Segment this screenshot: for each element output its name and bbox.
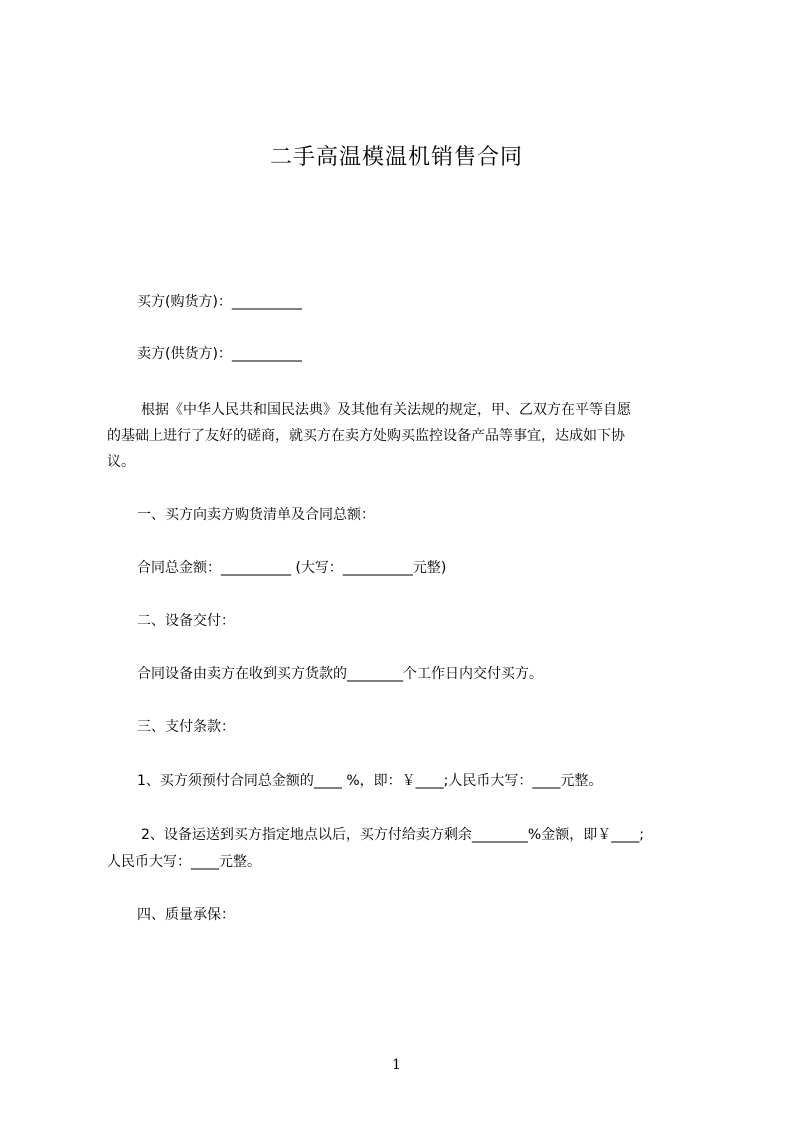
seller-line: 卖方(供货方)：__________ xyxy=(137,346,302,362)
section-2-heading: 二、设备交付： xyxy=(137,613,235,629)
section-3-item-1: 1、买方须预付合同总金额的____ %，即：￥____;人民币大写：____元整。 xyxy=(137,773,603,789)
intro-paragraph-line-3: 议。 xyxy=(107,454,135,470)
document-title: 二手高温模温机销售合同 xyxy=(269,145,523,170)
intro-paragraph-line-1: 根据《中华人民共和国民法典》及其他有关法规的规定，甲、乙双方在平等自愿 xyxy=(141,402,631,418)
buyer-line: 买方(购货方)：__________ xyxy=(137,294,302,310)
page-number: 1 xyxy=(392,1057,401,1073)
intro-paragraph-line-2: 的基础上进行了友好的磋商，就买方在卖方处购买监控设备产品等事宜，达成如下协 xyxy=(107,428,625,444)
section-3-item-2-line-2: 人民币大写：____元整。 xyxy=(107,854,261,870)
section-1-heading: 一、买方向卖方购货清单及合同总额： xyxy=(137,507,375,523)
section-2-body: 合同设备由卖方在收到买方货款的________个工作日内交付买方。 xyxy=(137,666,543,682)
section-1-total-amount: 合同总金额：__________ (大写：__________元整) xyxy=(137,560,447,576)
section-3-heading: 三、支付条款： xyxy=(137,719,235,735)
section-4-heading: 四、质量承保： xyxy=(137,907,235,923)
section-3-item-2-line-1: 2、设备运送到买方指定地点以后，买方付给卖方剩余________%金额，即￥____; xyxy=(141,827,644,843)
